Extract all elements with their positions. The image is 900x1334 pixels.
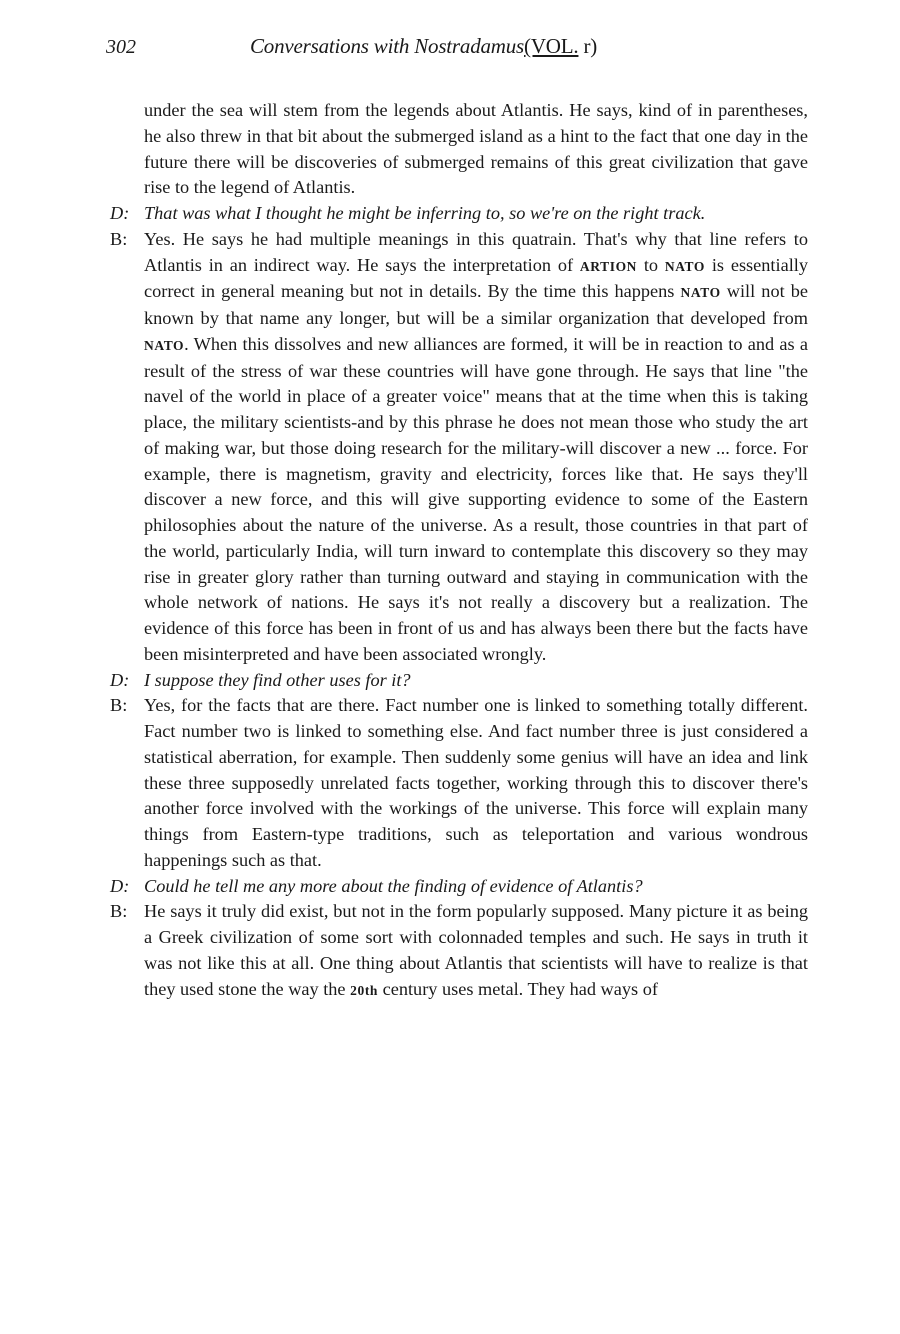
speaker-label: D: [110,669,130,690]
dialogue-d-3 [108,874,808,900]
paragraph-text-segment: is essentially correct in general meaning but not in details. By the time this happens [144,254,808,302]
paragraph-text-segment: will not be known by that name any longer, but will be a similar organization that developed from [144,281,808,328]
small-caps-term: NATO [664,258,706,274]
volume-label-text: (VOL. [524,34,579,58]
speaker-label: D: [110,203,130,223]
small-caps-term: NATO [144,337,185,353]
paragraph-text: under the sea will stem from the legends about Atlantis. He says, kind of in parentheses, he also threw in that bit about the submerged island as a hint to the fact that one day in the future there will be discoveries of submerged remains of this great civilization that gave rise to the legend of Atlantis. [144,100,808,198]
paragraph-text: Yes, for the facts that are there. Fact number one is linked to something totally different. Fact number two is linked to something else. And fact number three is just considered a statistical aberration, for example. Then suddenly some genius will have an idea and link these three supposedly unrelated facts together, working through this to discover there's another force involved with the workings of the universe. This force will explain many things from Eastern-type traditions, such as teleportation and various wondrous happenings such as that. [144,695,808,870]
paragraph-text: I suppose they find other uses for it? [144,669,411,690]
small-caps-term: NATO [680,285,721,301]
paragraph-text: Could he tell me any more about the finding of evidence of Atlantis? [144,875,643,896]
small-caps-term: ARTION [579,258,638,274]
running-header [100,32,800,66]
running-title [250,34,597,59]
paragraph-text-segment: . When this dissolves and new alliances are formed, it will be in reaction to and as a result of the stress of war these countries will have gone through. He says that line "the navel of the world in place of a greater voice" means that at the time when this is taking place, the military scientists-and by this phrase he does not mean those who study the art of making war, but those doing research for the military-will discover a new ... force. For example, there is magnetism, gravity and electricity, forces like that. He says they'll discover a new force, and this will give supporting evidence to some of the Eastern philosophies about the nature of the universe. As a result, those countries in that part of the world, particularly India, will turn inward to contemplate this discovery so they may rise in greater glory rather than turning outward and staying in communication with the whole network of nations. He says it's not really a discovery but a realization. The evidence of this force has been in front of us and has always been there but the facts have been misinterpreted and have been associated wrongly. [144,333,808,664]
page-number: 302 [106,36,136,58]
paragraph-text-segment: Yes. He says he had multiple meanings in this quatrain. That's why that line refers to Atlantis in an indirect way. He says the interpretation of [144,228,808,275]
book-title: Conversations with Nostradamus [250,34,525,58]
paragraph-text-segment: to [637,254,665,275]
volume-number: r) [583,34,598,58]
dialogue-b-3 [108,899,808,1003]
paragraph-text: That was what I thought he might be inferring to, so we're on the right track. [144,203,706,223]
paragraph-continuation [108,98,808,201]
speaker-label: B: [110,695,128,716]
speaker-label: B: [110,228,128,249]
paragraph-text-segment: century uses metal. They had ways of [378,978,658,999]
dialogue-d-1 [108,201,808,227]
body-text [108,98,808,1003]
small-caps-term: 20th [350,982,379,998]
speaker-label: D: [110,875,130,896]
dialogue-b-1 [108,227,808,668]
paragraph-text-segment: He says it truly did exist, but not in the form popularly supposed. Many picture it as being a Greek civilization of some sort with colonnaded temples and such. He says in truth it was not like this at all. One thing about Atlantis that scientists will have to realize is that they used stone the way the [144,901,808,999]
volume-label [524,34,597,58]
speaker-label: B: [110,901,128,922]
dialogue-b-2 [108,693,808,873]
dialogue-d-2 [108,668,808,694]
